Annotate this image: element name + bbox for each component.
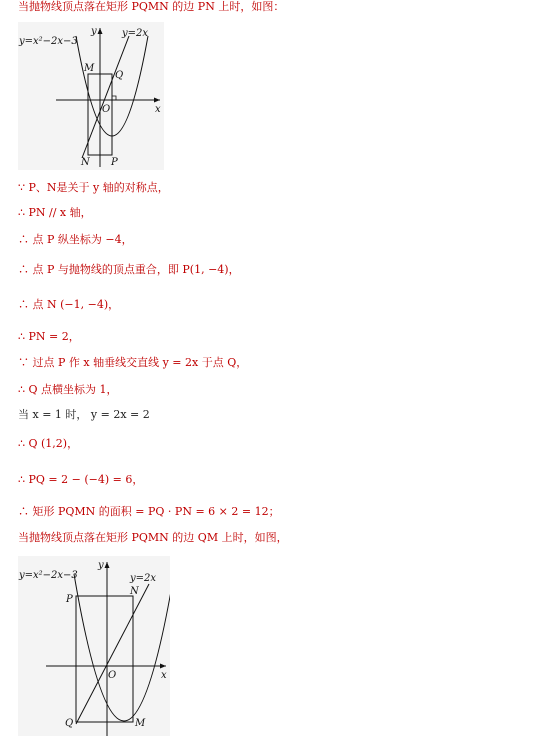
x-axis-label: x [155,104,161,115]
text-line-1: 当抛物线顶点落在矩形 PQMN 的边 PN 上时，如图： [18,0,285,13]
text-line-5: ∴ 点 P 与抛物线的顶点重合，即 P(1, −4)， [18,263,240,276]
y-axis-arrow-icon [98,28,103,34]
point-n-label: N [130,586,139,597]
rectangle-pqmn [76,596,133,722]
point-q-label: Q [115,70,124,81]
text-line-6: ∴ 点 N (−1, −4)， [18,298,120,311]
point-p-label: P [111,157,118,168]
point-n-label: N [81,157,90,168]
text-line-12: ∴ PQ = 2 − (−4) = 6， [18,473,144,486]
line-label: y=2x [122,28,149,39]
origin-label: O [102,104,111,115]
text-line-7: ∴ PN = 2， [18,330,80,343]
text-line-4: ∴ 点 P 纵坐标为 −4， [18,233,133,246]
x-axis-arrow-icon [160,664,166,669]
x-axis-arrow-icon [154,98,160,103]
figure-1-graph [18,22,164,170]
text-line-13: ∴ 矩形 PQMN 的面积 = PQ · PN = 6 × 2 = 12； [18,505,280,518]
text-line-14: 当抛物线顶点落在矩形 PQMN 的边 QM 上时，如图， [18,531,288,544]
text-line-8: ∵ 过点 P 作 x 轴垂线交直线 y = 2x 于点 Q， [18,356,248,369]
text-line-10: 当 x = 1 时， y = 2x = 2 [18,408,150,421]
parabola-label: y=x²−2x−3 [19,570,78,581]
point-q-label: Q [65,718,74,729]
figure-2-graph [18,556,170,736]
y-axis-label: y [98,560,104,571]
text-line-3: ∴ PN // x 轴， [18,206,92,219]
point-m-label: M [135,718,146,729]
parabola-label: y=x²−2x−3 [19,36,78,47]
figure-1 [18,22,164,170]
origin-label: O [108,670,117,681]
line-y-2x [76,584,149,724]
y-axis-label: y [91,26,97,37]
point-m-label: M [84,63,95,74]
text-line-9: ∴ Q 点横坐标为 1， [18,383,118,396]
text-line-2: ∵ P、N是关于 y 轴的对称点， [18,181,169,194]
y-axis-arrow-icon [105,562,110,568]
line-label: y=2x [130,573,157,584]
point-p-label: P [66,594,73,605]
figure-2 [18,556,170,736]
text-line-11: ∴ Q (1,2)， [18,437,79,450]
right-angle-mark [112,96,116,100]
x-axis-label: x [161,670,167,681]
